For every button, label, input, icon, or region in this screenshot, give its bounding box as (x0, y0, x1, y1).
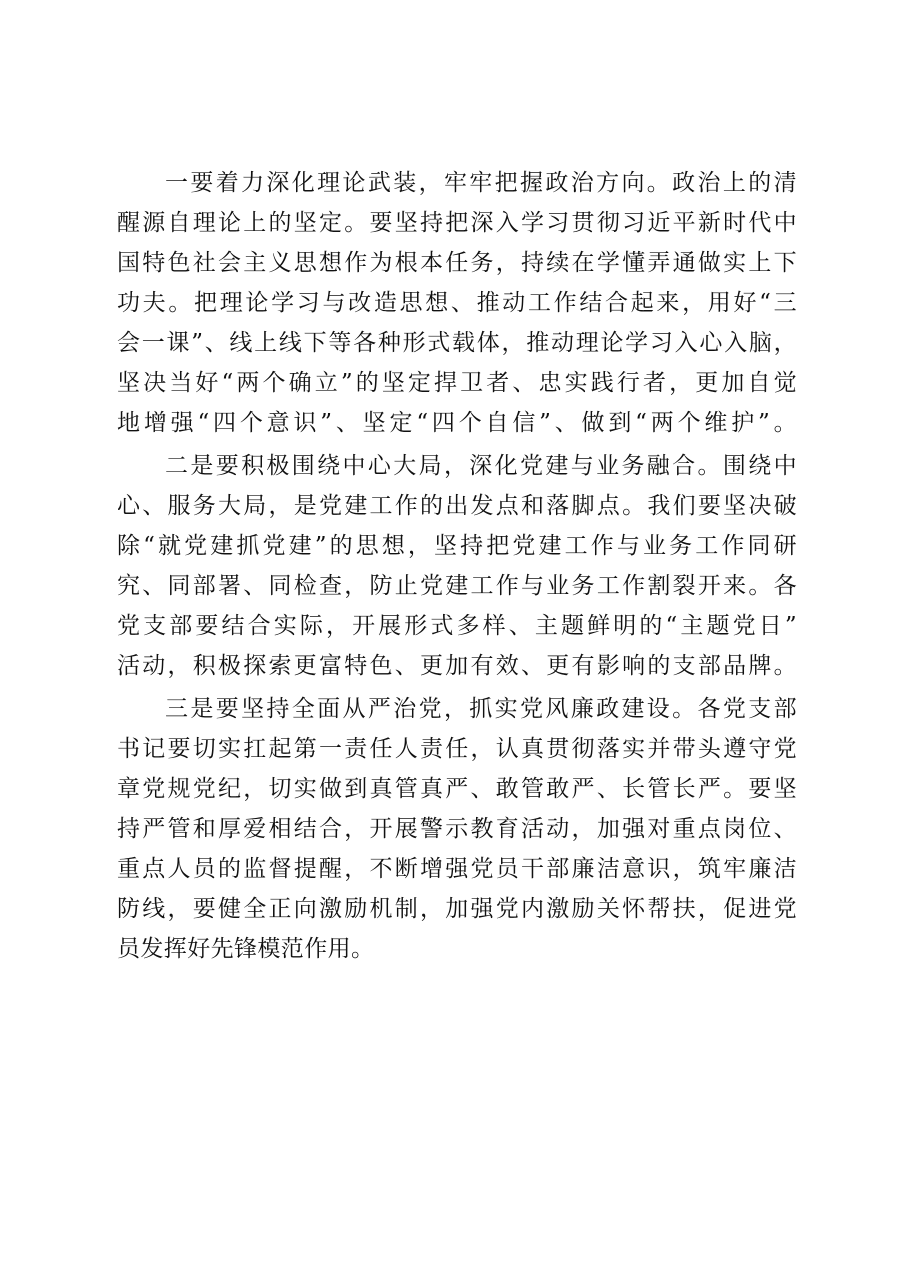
text-line: 醒源自理论上的坚定。要坚持把深入学习贯彻习近平新时代中 (117, 210, 797, 236)
text-line: 心、服务大局，是党建工作的出发点和落脚点。我们要坚决破 (117, 493, 797, 519)
text-line: 究、同部署、同检查，防止党建工作与业务工作割裂开来。各 (117, 573, 797, 599)
text-line: 国特色社会主义思想作为根本任务，持续在学懂弄通做实上下 (117, 250, 797, 276)
text-line: 书记要切实扛起第一责任人责任，认真贯彻落实并带头遵守党 (117, 736, 797, 762)
text-line: 章党规党纪，切实做到真管真严、敢管敢严、长管长严。要坚 (117, 776, 797, 802)
text-line: 持严管和厚爱相结合，开展警示教育活动，加强对重点岗位、 (117, 816, 797, 842)
text-line: 二是要积极围绕中心大局，深化党建与业务融合。围绕中 (165, 453, 797, 479)
text-line: 功夫。把理论学习与改造思想、推动工作结合起来，用好“三 (117, 290, 797, 316)
text-line: 坚决当好“两个确立”的坚定捍卫者、忠实践行者，更加自觉 (117, 370, 797, 396)
text-line: 会一课”、线上线下等各种形式载体，推动理论学习入心入脑， (117, 330, 797, 356)
text-line: 重点人员的监督提醒，不断增强党员干部廉洁意识，筑牢廉洁 (117, 856, 797, 882)
text-line: 党支部要结合实际，开展形式多样、主题鲜明的“主题党日” (117, 613, 797, 639)
text-line: 除“就党建抓党建”的思想，坚持把党建工作与业务工作同研 (117, 533, 797, 559)
text-line: 一要着力深化理论武装，牢牢把握政治方向。政治上的清 (165, 170, 797, 196)
paragraph-2 (117, 446, 797, 686)
text-line: 活动，积极探索更富特色、更加有效、更有影响的支部品牌。 (117, 653, 797, 679)
document-body (117, 163, 797, 972)
text-line: 防线，要健全正向激励机制，加强党内激励关怀帮扶，促进党 (117, 896, 797, 922)
text-line: 员发挥好先锋模范作用。 (117, 936, 375, 962)
paragraph-3 (117, 689, 797, 969)
paragraph-1 (117, 163, 797, 443)
text-line: 三是要坚持全面从严治党，抓实党风廉政建设。各党支部 (165, 696, 797, 722)
text-line: 地增强“四个意识”、坚定“四个自信”、做到“两个维护”。 (117, 410, 797, 436)
